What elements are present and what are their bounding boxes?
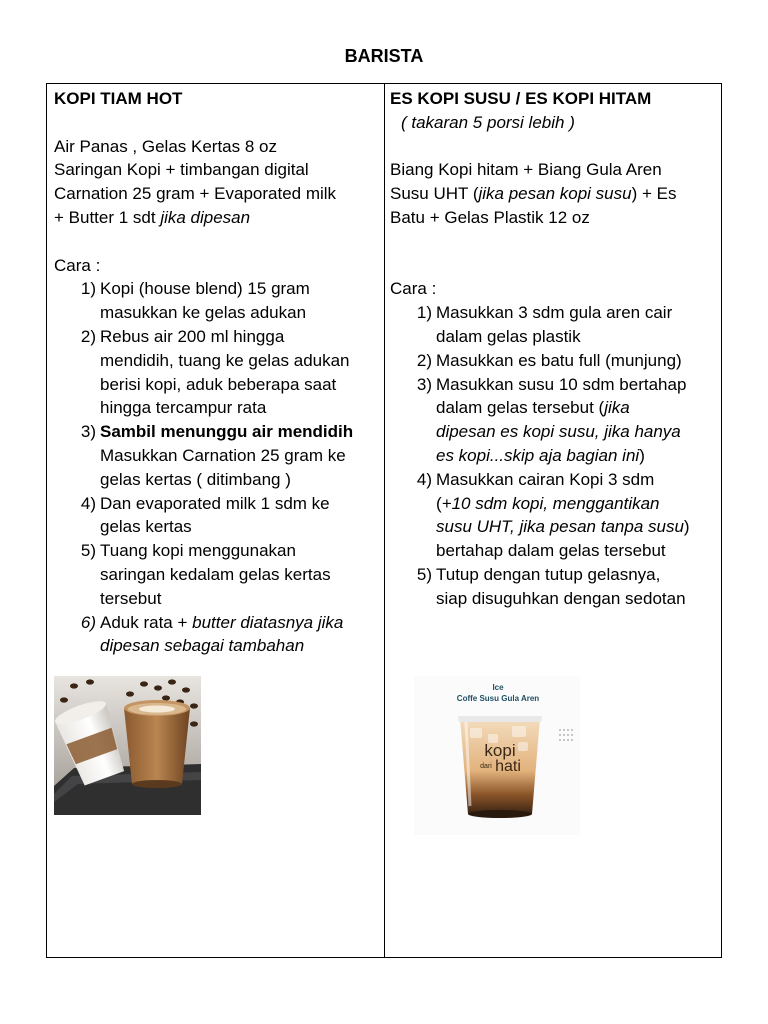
step-text-plain: )	[683, 517, 690, 537]
step-item	[54, 420, 380, 491]
step-item	[390, 468, 717, 563]
kopi-tiam-heading: KOPI TIAM HOT	[54, 89, 183, 108]
iced-coffee-photo	[414, 676, 580, 835]
ingredient-text: + Butter 1 sdt	[54, 207, 161, 227]
ingredient-note: jika dipesan	[160, 207, 251, 227]
ingredient-line	[54, 206, 380, 230]
ingredient-text: ) + Es	[631, 184, 677, 204]
ingredient-note: jika pesan kopi susu	[478, 184, 632, 204]
es-kopi-column	[385, 84, 721, 957]
step-text-plain: )	[639, 445, 645, 465]
ingredient-line: Biang Kopi hitam + Biang Gula Aren	[390, 160, 662, 180]
step-item	[54, 539, 380, 610]
step-text: tersebut	[100, 588, 162, 608]
logo-hati: hati	[495, 758, 521, 775]
step-item	[54, 611, 380, 659]
step-item	[54, 277, 380, 325]
ingredient-line: Air Panas , Gelas Kertas 8 oz	[54, 136, 277, 156]
step-text: masukkan ke gelas adukan	[100, 303, 307, 323]
step-number: 4)	[80, 493, 96, 513]
step-text: berisi kopi, aduk beberapa saat	[100, 374, 337, 394]
step-text: Masukkan 3 sdm gula aren cair	[436, 303, 673, 323]
step-text-bold: Sambil menunggu air mendidih	[100, 422, 354, 442]
step-text	[100, 611, 380, 635]
step-text-italic: dipesan sebagai tambahan	[100, 636, 305, 656]
step-text: gelas kertas ( ditimbang )	[100, 469, 291, 489]
steps-list	[390, 301, 717, 610]
step-text: gelas kertas	[100, 517, 192, 537]
step-text	[436, 515, 717, 539]
photo-caption-title: Coffe Susu Gula Aren	[456, 694, 540, 703]
step-text-plain: (	[436, 493, 442, 513]
step-number: 6)	[80, 612, 96, 632]
step-text: dalam gelas plastik	[436, 326, 581, 346]
step-number: 5)	[416, 564, 432, 584]
step-text: siap disuguhkan dengan sedotan	[436, 588, 686, 608]
step-text-italic: es kopi...skip aja bagian ini	[436, 445, 640, 465]
page-title: BARISTA	[344, 46, 424, 66]
step-item	[390, 301, 717, 349]
step-number: 5)	[80, 541, 96, 561]
step-number: 3)	[416, 374, 432, 394]
step-item	[54, 325, 380, 420]
step-text: mendidih, tuang ke gelas adukan	[100, 350, 350, 370]
step-number: 1)	[80, 279, 96, 299]
step-text: Tutup dengan tutup gelasnya,	[436, 564, 661, 584]
ingredient-line: Carnation 25 gram + Evaporated milk	[54, 184, 337, 204]
step-text-italic: jika	[604, 398, 630, 418]
step-text-plain: dalam gelas tersebut (	[436, 398, 605, 418]
cara-label: Cara :	[54, 255, 101, 275]
step-text-italic: dipesan es kopi susu, jika hanya	[436, 422, 681, 442]
step-text: Rebus air 200 ml hingga	[100, 326, 285, 346]
step-number: 2)	[80, 326, 96, 346]
step-text	[436, 492, 717, 516]
step-number: 4)	[416, 469, 432, 489]
step-text: Masukkan Carnation 25 gram ke	[100, 445, 346, 465]
logo-kopi: kopi	[484, 741, 516, 760]
step-number: 1)	[416, 303, 432, 323]
step-item	[390, 349, 717, 373]
step-text: hingga tercampur rata	[100, 398, 267, 418]
hot-coffee-photo	[54, 676, 201, 815]
step-number: 2)	[416, 350, 432, 370]
photo-caption-ice: Ice	[492, 683, 504, 692]
step-text-italic: butter diatasnya jika	[192, 612, 344, 632]
es-kopi-heading: ES KOPI SUSU / ES KOPI HITAM	[390, 89, 652, 108]
ingredient-text: Susu UHT (	[390, 184, 479, 204]
steps-list	[54, 277, 380, 658]
ingredient-line	[390, 182, 717, 206]
logo-dari: dari	[480, 763, 492, 770]
step-text: Kopi (house blend) 15 gram	[100, 279, 310, 299]
ingredient-line: Batu + Gelas Plastik 12 oz	[390, 207, 590, 227]
step-text-italic: susu UHT, jika pesan tanpa susu	[436, 517, 684, 537]
step-text: bertahap dalam gelas tersebut	[436, 541, 666, 561]
step-item	[390, 373, 717, 468]
step-item	[54, 492, 380, 540]
step-text-italic: +10 sdm kopi, menggantikan	[441, 493, 660, 513]
ingredient-line: Saringan Kopi + timbangan digital	[54, 160, 309, 180]
step-text: Masukkan es batu full (munjung)	[436, 350, 682, 370]
step-text: Tuang kopi menggunakan	[100, 541, 296, 561]
step-text-lead: Aduk rata +	[100, 612, 193, 632]
step-text	[436, 396, 717, 420]
step-text: Masukkan susu 10 sdm bertahap	[436, 374, 687, 394]
kopi-tiam-column	[47, 84, 385, 957]
step-text: Dan evaporated milk 1 sdm ke	[100, 493, 330, 513]
recipe-table	[46, 83, 722, 958]
step-item	[390, 563, 717, 611]
cara-label: Cara :	[390, 279, 437, 299]
step-text: Masukkan cairan Kopi 3 sdm	[436, 469, 655, 489]
es-kopi-subtitle: ( takaran 5 porsi lebih )	[401, 112, 575, 132]
step-number: 3)	[80, 422, 96, 442]
step-text	[436, 444, 717, 468]
step-text: saringan kedalam gelas kertas	[100, 564, 331, 584]
